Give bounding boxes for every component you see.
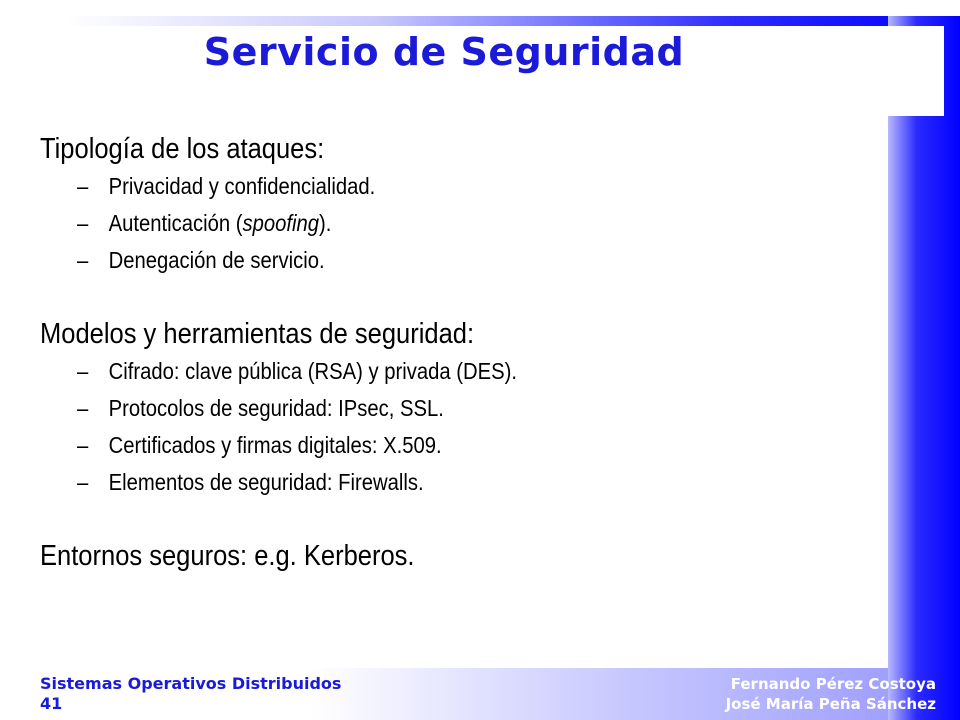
- section-heading-attacks: Tipología de los ataques:: [40, 133, 325, 165]
- title-area-cutout: [888, 26, 944, 104]
- bullet-item: – Privacidad y confidencialidad.: [76, 173, 376, 199]
- author-name: Fernando Pérez Costoya: [730, 675, 936, 693]
- bullet-item: – Elementos de seguridad: Firewalls.: [76, 469, 424, 495]
- top-decor-bar: [65, 16, 960, 26]
- slide-content: [40, 130, 880, 575]
- section-heading-models: Modelos y herramientas de seguridad:: [40, 318, 475, 350]
- bullet-item: – Protocolos de seguridad: IPsec, SSL.: [76, 395, 444, 421]
- footer-authors: [726, 674, 936, 714]
- bullet-item: – Cifrado: clave pública (RSA) y privada (DES).: [76, 358, 517, 384]
- bullet-item: – Autenticación (spoofing).: [76, 210, 332, 236]
- page-number: 41: [40, 694, 63, 713]
- section-heading-environments: Entornos seguros: e.g. Kerberos.: [40, 540, 415, 572]
- course-name: Sistemas Operativos Distribuidos: [40, 674, 342, 693]
- bullet-item: – Certificados y firmas digitales: X.509.: [76, 432, 442, 458]
- slide-title: Servicio de Seguridad: [203, 30, 685, 74]
- author-name: José María Peña Sánchez: [725, 695, 936, 713]
- bullet-item: – Denegación de servicio.: [76, 247, 325, 273]
- right-decor-bar: [888, 16, 960, 720]
- footer-course: [40, 674, 341, 714]
- right-bar-gap: [888, 104, 944, 116]
